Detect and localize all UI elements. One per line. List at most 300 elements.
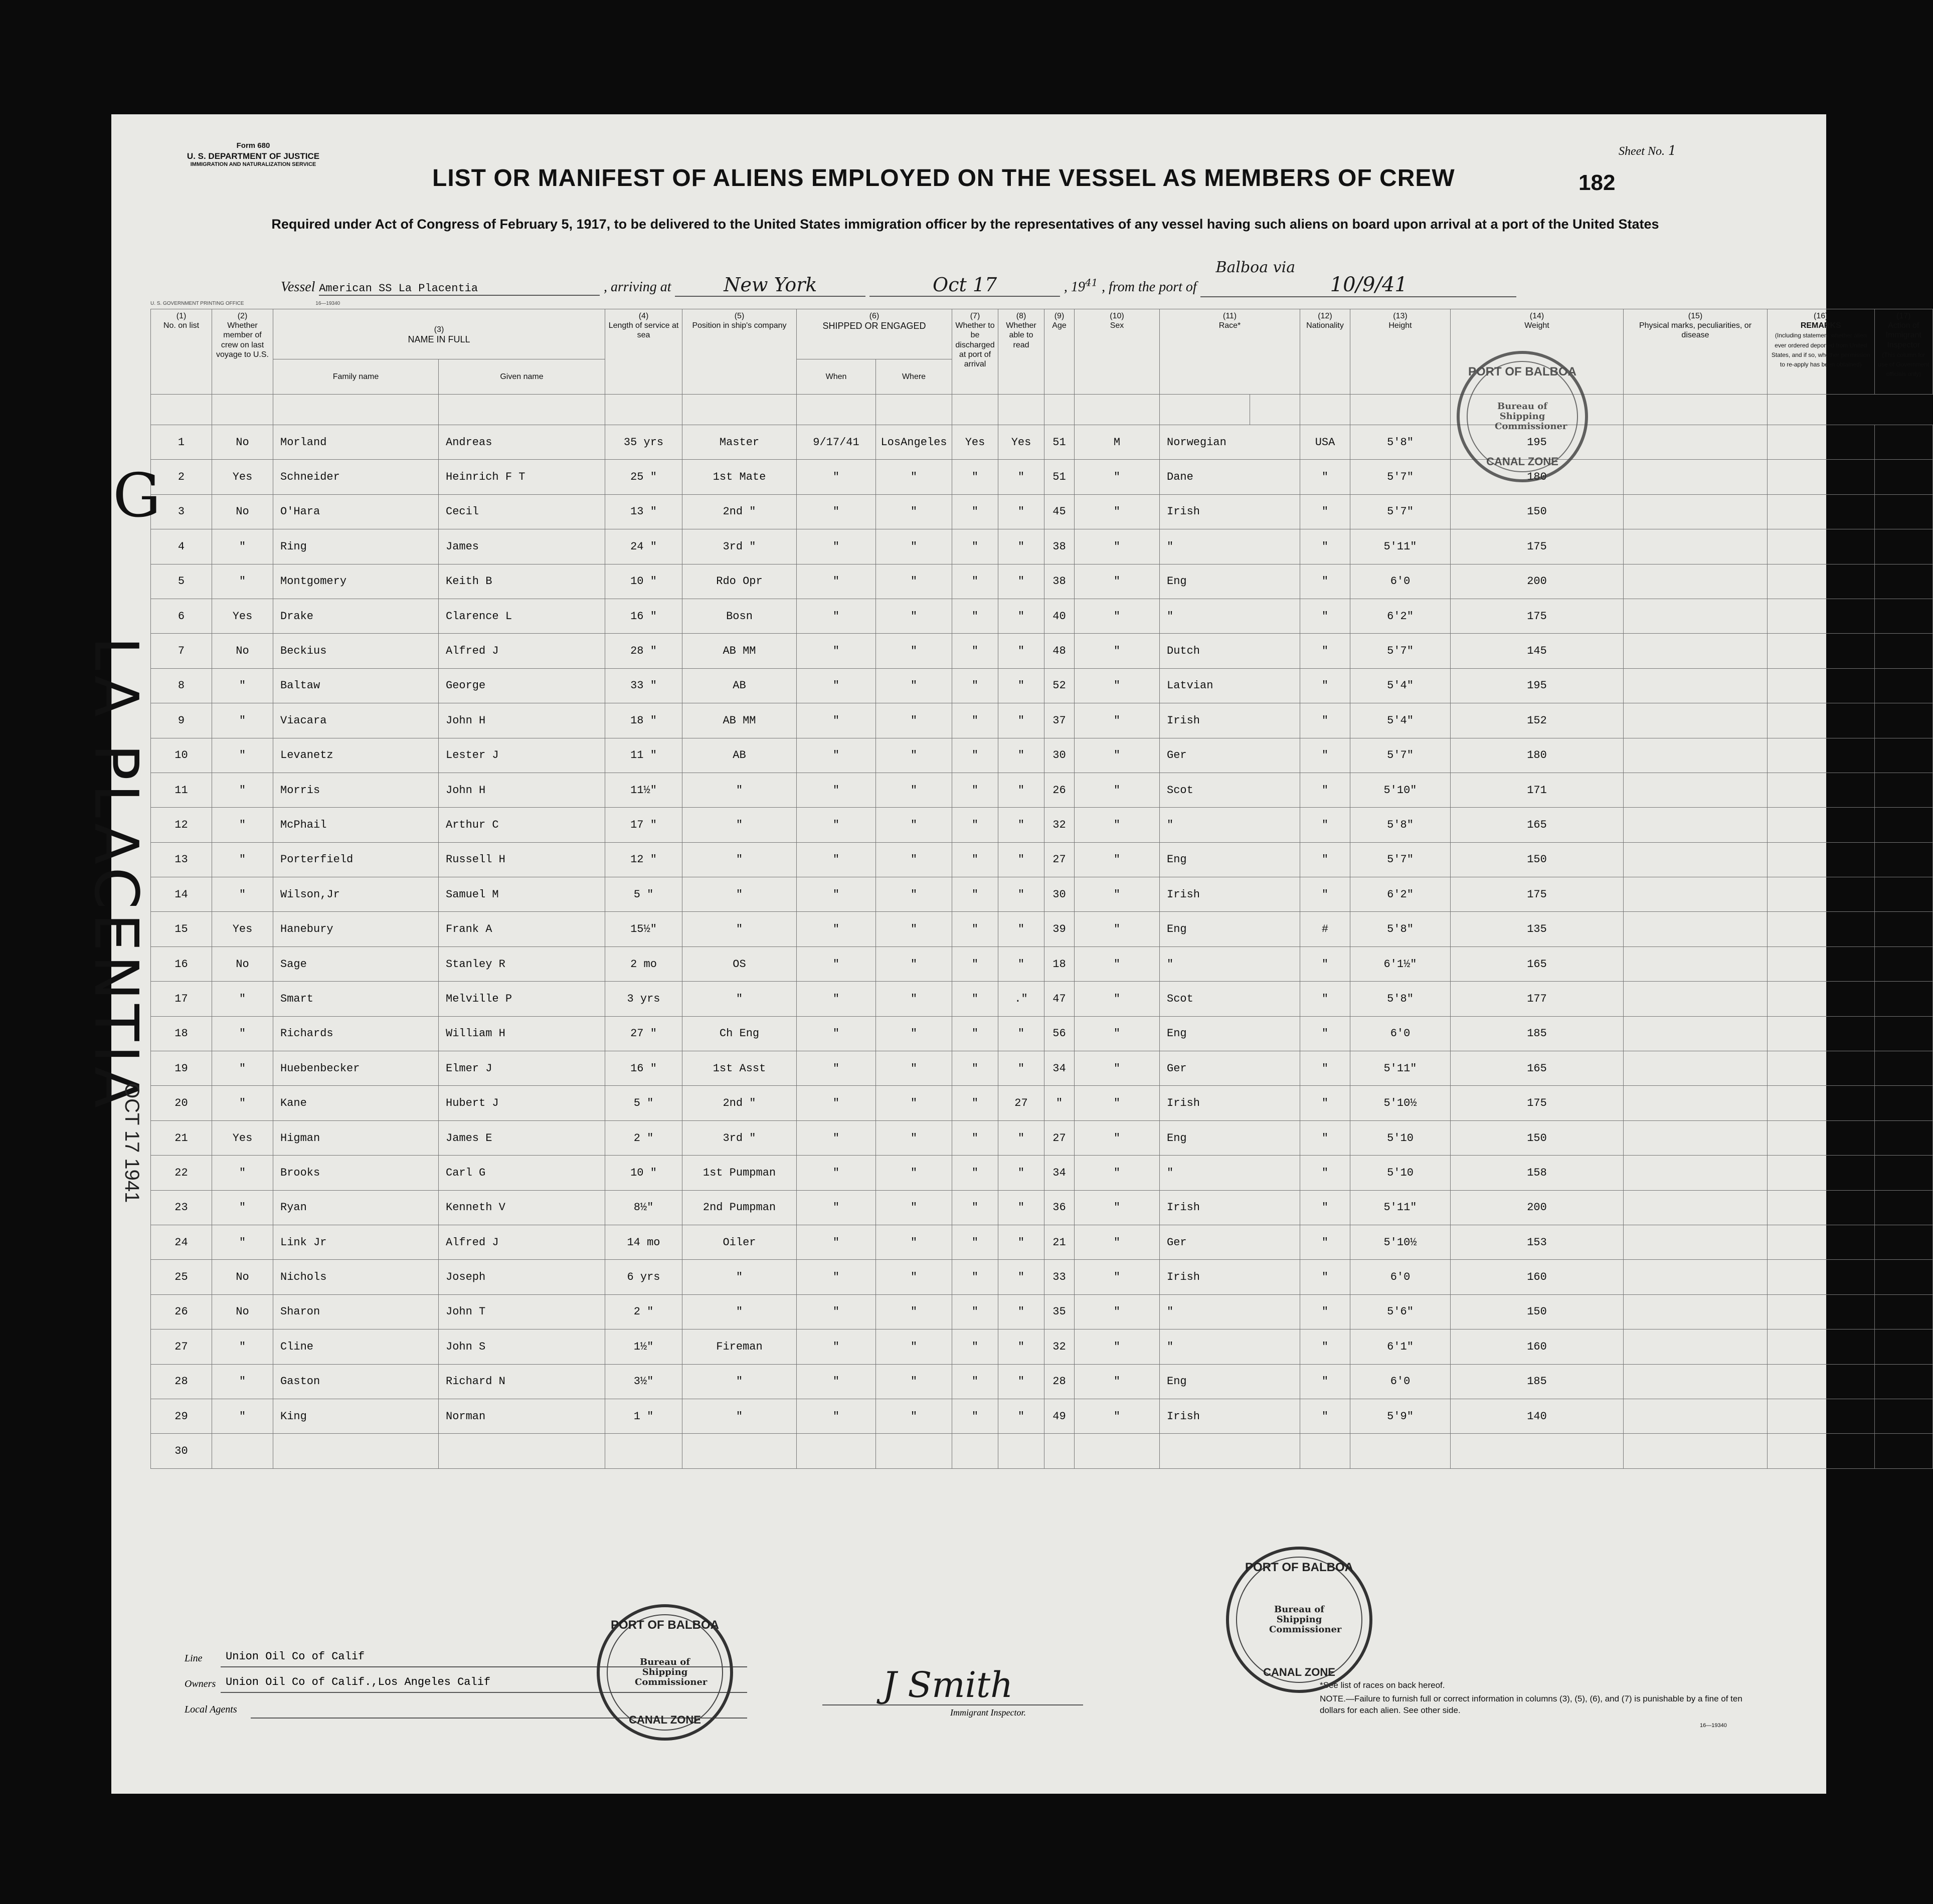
cell-read: ": [998, 1016, 1044, 1051]
cell-read: ": [998, 877, 1044, 912]
cell-action: [1874, 1086, 1932, 1120]
cell-height: 5'6": [1350, 1294, 1451, 1329]
cell-sex: ": [1075, 1399, 1160, 1433]
cell-weight: 158: [1451, 1156, 1624, 1190]
departure-port: Balboa via: [1215, 259, 1296, 276]
cell-race: Irish: [1160, 1086, 1300, 1120]
table-row: [151, 494, 1933, 529]
col-header-last-voyage: [212, 309, 273, 395]
cell-no: 13: [151, 842, 212, 877]
cell-read: ": [998, 773, 1044, 807]
cell-no: 28: [151, 1364, 212, 1399]
cell-weight: 165: [1451, 1051, 1624, 1086]
col-header-service: [605, 309, 682, 395]
cell-position: 3rd ": [682, 529, 797, 564]
cell-position: ": [682, 912, 797, 946]
cell-position: AB MM: [682, 703, 797, 738]
cell-height: 5'4": [1350, 668, 1451, 703]
cell-prev: ": [212, 773, 273, 807]
cell-service: 2 mo: [605, 946, 682, 981]
cell-action: [1874, 529, 1932, 564]
cell-given: Alfred J: [439, 1225, 605, 1259]
cell-given: Elmer J: [439, 1051, 605, 1086]
cell-height: 5'10: [1350, 1156, 1451, 1190]
cell-no: 6: [151, 599, 212, 633]
port-stamp: [1226, 1547, 1372, 1693]
cell-given: Richard N: [439, 1364, 605, 1399]
cell-family: O'Hara: [273, 494, 439, 529]
cell-action: [1874, 1190, 1932, 1225]
cell-action: [1874, 1120, 1932, 1155]
cell-read: ": [998, 703, 1044, 738]
cell-no: 23: [151, 1190, 212, 1225]
cell-height: 6'0: [1350, 1016, 1451, 1051]
cell-service: 18 ": [605, 703, 682, 738]
cell-remarks: [1768, 668, 1875, 703]
cell-sex: ": [1075, 668, 1160, 703]
cell-service: 28 ": [605, 634, 682, 668]
cell-physical: [1624, 738, 1768, 773]
cell-family: Morland: [273, 425, 439, 460]
cell-race: Irish: [1160, 703, 1300, 738]
cell-nat: [1300, 1434, 1350, 1468]
cell-family: Morris: [273, 773, 439, 807]
cell-family: Link Jr: [273, 1225, 439, 1259]
cell-sex: ": [1075, 912, 1160, 946]
cell-disch: ": [952, 1156, 998, 1190]
cell-sex: ": [1075, 1086, 1160, 1120]
cell-action: [1874, 1434, 1932, 1468]
cell-disch: ": [952, 1120, 998, 1155]
cell-where: ": [876, 599, 952, 633]
cell-race: Irish: [1160, 494, 1300, 529]
cell-read: ": [998, 1051, 1044, 1086]
cell-no: 11: [151, 773, 212, 807]
table-row: [151, 808, 1933, 842]
cell-when: ": [797, 808, 876, 842]
table-row: [151, 1434, 1933, 1468]
cell-height: 5'4": [1350, 703, 1451, 738]
cell-nat: ": [1300, 1086, 1350, 1120]
cell-nat: ": [1300, 1399, 1350, 1433]
cell-height: 5'11": [1350, 1190, 1451, 1225]
cell-service: 2 ": [605, 1294, 682, 1329]
cell-race: ": [1160, 808, 1300, 842]
cell-age: 38: [1044, 564, 1075, 599]
owners-label: Owners: [185, 1678, 216, 1689]
cell-prev: ": [212, 842, 273, 877]
table-row: [151, 668, 1933, 703]
col-header-sex: [1075, 309, 1160, 395]
cell-action: [1874, 1294, 1932, 1329]
cell-physical: [1624, 529, 1768, 564]
cell-weight: 160: [1451, 1329, 1624, 1364]
cell-disch: ": [952, 564, 998, 599]
cell-disch: Yes: [952, 425, 998, 460]
cell-physical: [1624, 425, 1768, 460]
cell-given: George: [439, 668, 605, 703]
cell-position: Bosn: [682, 599, 797, 633]
cell-where: ": [876, 1260, 952, 1294]
cell-nat: ": [1300, 877, 1350, 912]
cell-sex: ": [1075, 877, 1160, 912]
cell-no: 18: [151, 1016, 212, 1051]
col-label: NAME IN FULL: [408, 334, 470, 345]
cell-physical: [1624, 1260, 1768, 1294]
cell-nat: ": [1300, 842, 1350, 877]
cell-disch: ": [952, 1051, 998, 1086]
cell-action: [1874, 1260, 1932, 1294]
cell-service: [605, 1434, 682, 1468]
cell-remarks: [1768, 1434, 1875, 1468]
cell-action: [1874, 460, 1932, 494]
cell-race: ": [1160, 946, 1300, 981]
cell-age: 34: [1044, 1156, 1075, 1190]
cell-remarks: [1768, 877, 1875, 912]
col-num: (5): [734, 312, 745, 320]
col-header-age: [1044, 309, 1075, 395]
cell-sex: [1075, 1434, 1160, 1468]
margin-vessel-name: LA PLACENTIA: [81, 637, 150, 1112]
vessel-label: Vessel: [281, 279, 315, 295]
cell-position: Fireman: [682, 1329, 797, 1364]
cell-read: ": [998, 599, 1044, 633]
cell-physical: [1624, 668, 1768, 703]
cell-prev: Yes: [212, 460, 273, 494]
cell-position: Rdo Opr: [682, 564, 797, 599]
cell-age: 56: [1044, 1016, 1075, 1051]
cell-family: Ring: [273, 529, 439, 564]
sheet-number: [1619, 143, 1676, 158]
cell-age: 47: [1044, 982, 1075, 1016]
cell-when: ": [797, 738, 876, 773]
cell-action: [1874, 877, 1932, 912]
col-header-where: Where: [876, 359, 952, 395]
cell-given: Norman: [439, 1399, 605, 1433]
cell-nat: ": [1300, 1260, 1350, 1294]
cell-physical: [1624, 634, 1768, 668]
cell-prev: No: [212, 946, 273, 981]
cell-given: Frank A: [439, 912, 605, 946]
cell-position: ": [682, 1260, 797, 1294]
cell-action: [1874, 599, 1932, 633]
stamp-top-text: PORT OF BALBOA: [1245, 1561, 1353, 1574]
cell-physical: [1624, 494, 1768, 529]
cell-family: Smart: [273, 982, 439, 1016]
cell-nat: #: [1300, 912, 1350, 946]
cell-prev: ": [212, 564, 273, 599]
col-header-physical: [1624, 309, 1768, 395]
cell-nat: ": [1300, 1051, 1350, 1086]
cell-height: 6'2": [1350, 599, 1451, 633]
cell-read: ": [998, 1294, 1044, 1329]
agency-name: U. S. DEPARTMENT OF JUSTICE: [187, 151, 320, 161]
stamp-top-text: PORT OF BALBOA: [611, 1618, 719, 1632]
cell-disch: ": [952, 808, 998, 842]
cell-family: Kane: [273, 1086, 439, 1120]
cell-age: 33: [1044, 1260, 1075, 1294]
col-num: (10): [1110, 312, 1124, 320]
cell-age: 45: [1044, 494, 1075, 529]
cell-sex: ": [1075, 1225, 1160, 1259]
cell-disch: ": [952, 668, 998, 703]
cell-prev: ": [212, 1364, 273, 1399]
cell-sex: ": [1075, 1156, 1160, 1190]
cell-position: ": [682, 773, 797, 807]
cell-disch: ": [952, 946, 998, 981]
cell-physical: [1624, 1086, 1768, 1120]
cell-where: [876, 1434, 952, 1468]
cell-height: 5'11": [1350, 1051, 1451, 1086]
col-num: (11): [1222, 312, 1237, 320]
cell-when: ": [797, 982, 876, 1016]
cell-disch: ": [952, 1399, 998, 1433]
port-stamp: [1457, 351, 1588, 482]
col-header-remarks: [1768, 309, 1875, 395]
cell-disch: ": [952, 1225, 998, 1259]
cell-family: Gaston: [273, 1364, 439, 1399]
cell-disch: ": [952, 1190, 998, 1225]
col-label: REMARKS: [1800, 321, 1841, 330]
cell-no: 30: [151, 1434, 212, 1468]
arrival-port: New York: [675, 274, 865, 297]
cell-sex: ": [1075, 460, 1160, 494]
cell-prev: ": [212, 1190, 273, 1225]
cell-nat: ": [1300, 773, 1350, 807]
cell-prev: ": [212, 1225, 273, 1259]
cell-no: 10: [151, 738, 212, 773]
cell-read: ": [998, 1329, 1044, 1364]
cell-disch: ": [952, 599, 998, 633]
table-row: [151, 634, 1933, 668]
cell-physical: [1624, 1016, 1768, 1051]
cell-sex: ": [1075, 1364, 1160, 1399]
cell-disch: ": [952, 842, 998, 877]
cell-sex: ": [1075, 529, 1160, 564]
line-value: Union Oil Co of Calif: [226, 1650, 365, 1663]
cell-where: ": [876, 946, 952, 981]
cell-height: 6'1½": [1350, 946, 1451, 981]
cell-prev: [212, 1434, 273, 1468]
cell-prev: ": [212, 1051, 273, 1086]
cell-sex: ": [1075, 738, 1160, 773]
cell-given: Carl G: [439, 1156, 605, 1190]
cell-position: ": [682, 982, 797, 1016]
cell-disch: ": [952, 877, 998, 912]
cell-height: 5'7": [1350, 842, 1451, 877]
col-num: (17): [1896, 312, 1911, 320]
cell-action: [1874, 1016, 1932, 1051]
margin-symbol: G: [113, 461, 161, 531]
cell-where: ": [876, 1294, 952, 1329]
cell-race: Eng: [1160, 564, 1300, 599]
cell-position: Ch Eng: [682, 1016, 797, 1051]
cell-nat: ": [1300, 1016, 1350, 1051]
cell-weight: 145: [1451, 634, 1624, 668]
from-port-label: , from the port of: [1102, 279, 1197, 295]
cell-where: ": [876, 703, 952, 738]
cell-age: 32: [1044, 1329, 1075, 1364]
cell-disch: ": [952, 738, 998, 773]
col-label: Whether to be discharged at port of arrival: [955, 321, 995, 368]
table-row: [151, 599, 1933, 633]
cell-weight: 177: [1451, 982, 1624, 1016]
cell-height: 5'7": [1350, 634, 1451, 668]
cell-sex: ": [1075, 842, 1160, 877]
cell-where: ": [876, 877, 952, 912]
cell-where: LosAngeles: [876, 425, 952, 460]
cell-height: [1350, 1434, 1451, 1468]
cell-read: ": [998, 808, 1044, 842]
form-code: 16—19340: [1700, 1723, 1727, 1729]
cell-disch: ": [952, 494, 998, 529]
cell-weight: 135: [1451, 912, 1624, 946]
cell-action: [1874, 1156, 1932, 1190]
stamp-bottom-text: CANAL ZONE: [1486, 455, 1558, 468]
cell-action: [1874, 1364, 1932, 1399]
cell-prev: ": [212, 1016, 273, 1051]
cell-race: Eng: [1160, 1120, 1300, 1155]
cell-where: ": [876, 494, 952, 529]
sheet-label: Sheet No.: [1619, 145, 1665, 158]
cell-where: ": [876, 1399, 952, 1433]
cell-weight: 150: [1451, 1294, 1624, 1329]
cell-height: 5'10": [1350, 773, 1451, 807]
cell-no: 20: [151, 1086, 212, 1120]
cell-race: Scot: [1160, 773, 1300, 807]
col-header-name: [273, 309, 605, 359]
cell-when: ": [797, 1364, 876, 1399]
page-subtitle: Required under Act of Congress of February 5, 1917, to be delivered to the United States immigration officer by the representatives of any vessel having such aliens on board upon arrival at a port of the United States: [271, 217, 1659, 232]
cell-height: 6'0: [1350, 1260, 1451, 1294]
cell-weight: 200: [1451, 1190, 1624, 1225]
table-row: [151, 1399, 1933, 1433]
cell-action: [1874, 494, 1932, 529]
cell-given: Samuel M: [439, 877, 605, 912]
cell-weight: 150: [1451, 1120, 1624, 1155]
cell-action: [1874, 634, 1932, 668]
cell-action: [1874, 564, 1932, 599]
printer-code: 16—19340: [315, 301, 340, 306]
cell-age: 28: [1044, 1364, 1075, 1399]
cell-sex: ": [1075, 494, 1160, 529]
stamp-center-text: Bureau of Shipping Commissioner: [1269, 1604, 1342, 1635]
cell-height: 5'10½: [1350, 1225, 1451, 1259]
cell-nat: ": [1300, 494, 1350, 529]
cell-given: Kenneth V: [439, 1190, 605, 1225]
cell-when: ": [797, 564, 876, 599]
cell-race: ": [1160, 1156, 1300, 1190]
cell-disch: ": [952, 1364, 998, 1399]
col-label: SHIPPED OR ENGAGED: [822, 321, 926, 331]
cell-remarks: [1768, 738, 1875, 773]
cell-remarks: [1768, 1225, 1875, 1259]
table-row: [151, 1120, 1933, 1155]
cell-no: 1: [151, 425, 212, 460]
cell-when: ": [797, 946, 876, 981]
cell-action: [1874, 946, 1932, 981]
cell-where: ": [876, 842, 952, 877]
stamp-center-text: Bureau of Shipping Commissioner: [1495, 401, 1567, 432]
cell-sex: ": [1075, 1190, 1160, 1225]
col-note: (Including statement whether alien ever ordered deported from United States, and if so, whether permission to re-apply has been obtained): [1771, 332, 1870, 368]
cell-physical: [1624, 1156, 1768, 1190]
col-label: Whether member of crew on last voyage to U.S.: [216, 321, 269, 359]
cell-race: Scot: [1160, 982, 1300, 1016]
cell-position: 3rd ": [682, 1120, 797, 1155]
cell-family: Cline: [273, 1329, 439, 1364]
col-label: Position in ship's company: [692, 321, 787, 330]
cell-given: John H: [439, 773, 605, 807]
table-row: [151, 703, 1933, 738]
stamp-bottom-text: CANAL ZONE: [629, 1713, 701, 1726]
cell-given: Arthur C: [439, 808, 605, 842]
cell-weight: 195: [1451, 668, 1624, 703]
cell-prev: ": [212, 1399, 273, 1433]
cell-race: ": [1160, 599, 1300, 633]
cell-service: 35 yrs: [605, 425, 682, 460]
cell-physical: [1624, 912, 1768, 946]
cell-position: AB: [682, 668, 797, 703]
cell-disch: ": [952, 460, 998, 494]
cell-disch: ": [952, 634, 998, 668]
cell-disch: ": [952, 773, 998, 807]
cell-where: ": [876, 982, 952, 1016]
cell-age: 37: [1044, 703, 1075, 738]
cell-height: 6'0: [1350, 564, 1451, 599]
cell-no: 25: [151, 1260, 212, 1294]
cell-nat: ": [1300, 634, 1350, 668]
sheet-value: 1: [1668, 143, 1677, 158]
cell-position: 1st Asst: [682, 1051, 797, 1086]
cell-given: Stanley R: [439, 946, 605, 981]
cell-age: 30: [1044, 738, 1075, 773]
cell-no: 2: [151, 460, 212, 494]
cell-disch: ": [952, 982, 998, 1016]
cell-race: Ger: [1160, 1051, 1300, 1086]
col-header-given-name: Given name: [439, 359, 605, 395]
col-num: (7): [970, 312, 980, 320]
cell-position: AB MM: [682, 634, 797, 668]
cell-age: 32: [1044, 808, 1075, 842]
cell-physical: [1624, 808, 1768, 842]
table-row: [151, 946, 1933, 981]
col-label: Whether able to read: [1006, 321, 1036, 349]
cell-prev: Yes: [212, 599, 273, 633]
cell-given: Keith B: [439, 564, 605, 599]
cell-given: John H: [439, 703, 605, 738]
col-num: (15): [1688, 312, 1703, 320]
cell-read: ": [998, 529, 1044, 564]
cell-where: ": [876, 668, 952, 703]
cell-service: 10 ": [605, 564, 682, 599]
cell-when: ": [797, 1260, 876, 1294]
table-row: [151, 564, 1933, 599]
cell-sex: ": [1075, 1329, 1160, 1364]
cell-remarks: [1768, 460, 1875, 494]
cell-sex: ": [1075, 1051, 1160, 1086]
cell-remarks: [1768, 1294, 1875, 1329]
cell-race: Irish: [1160, 1399, 1300, 1433]
cell-age: 52: [1044, 668, 1075, 703]
cell-height: 6'0: [1350, 1364, 1451, 1399]
cell-no: 14: [151, 877, 212, 912]
cell-prev: ": [212, 1156, 273, 1190]
table-row: [151, 1051, 1933, 1086]
table-row: [151, 738, 1933, 773]
cell-when: ": [797, 494, 876, 529]
cell-family: Montgomery: [273, 564, 439, 599]
